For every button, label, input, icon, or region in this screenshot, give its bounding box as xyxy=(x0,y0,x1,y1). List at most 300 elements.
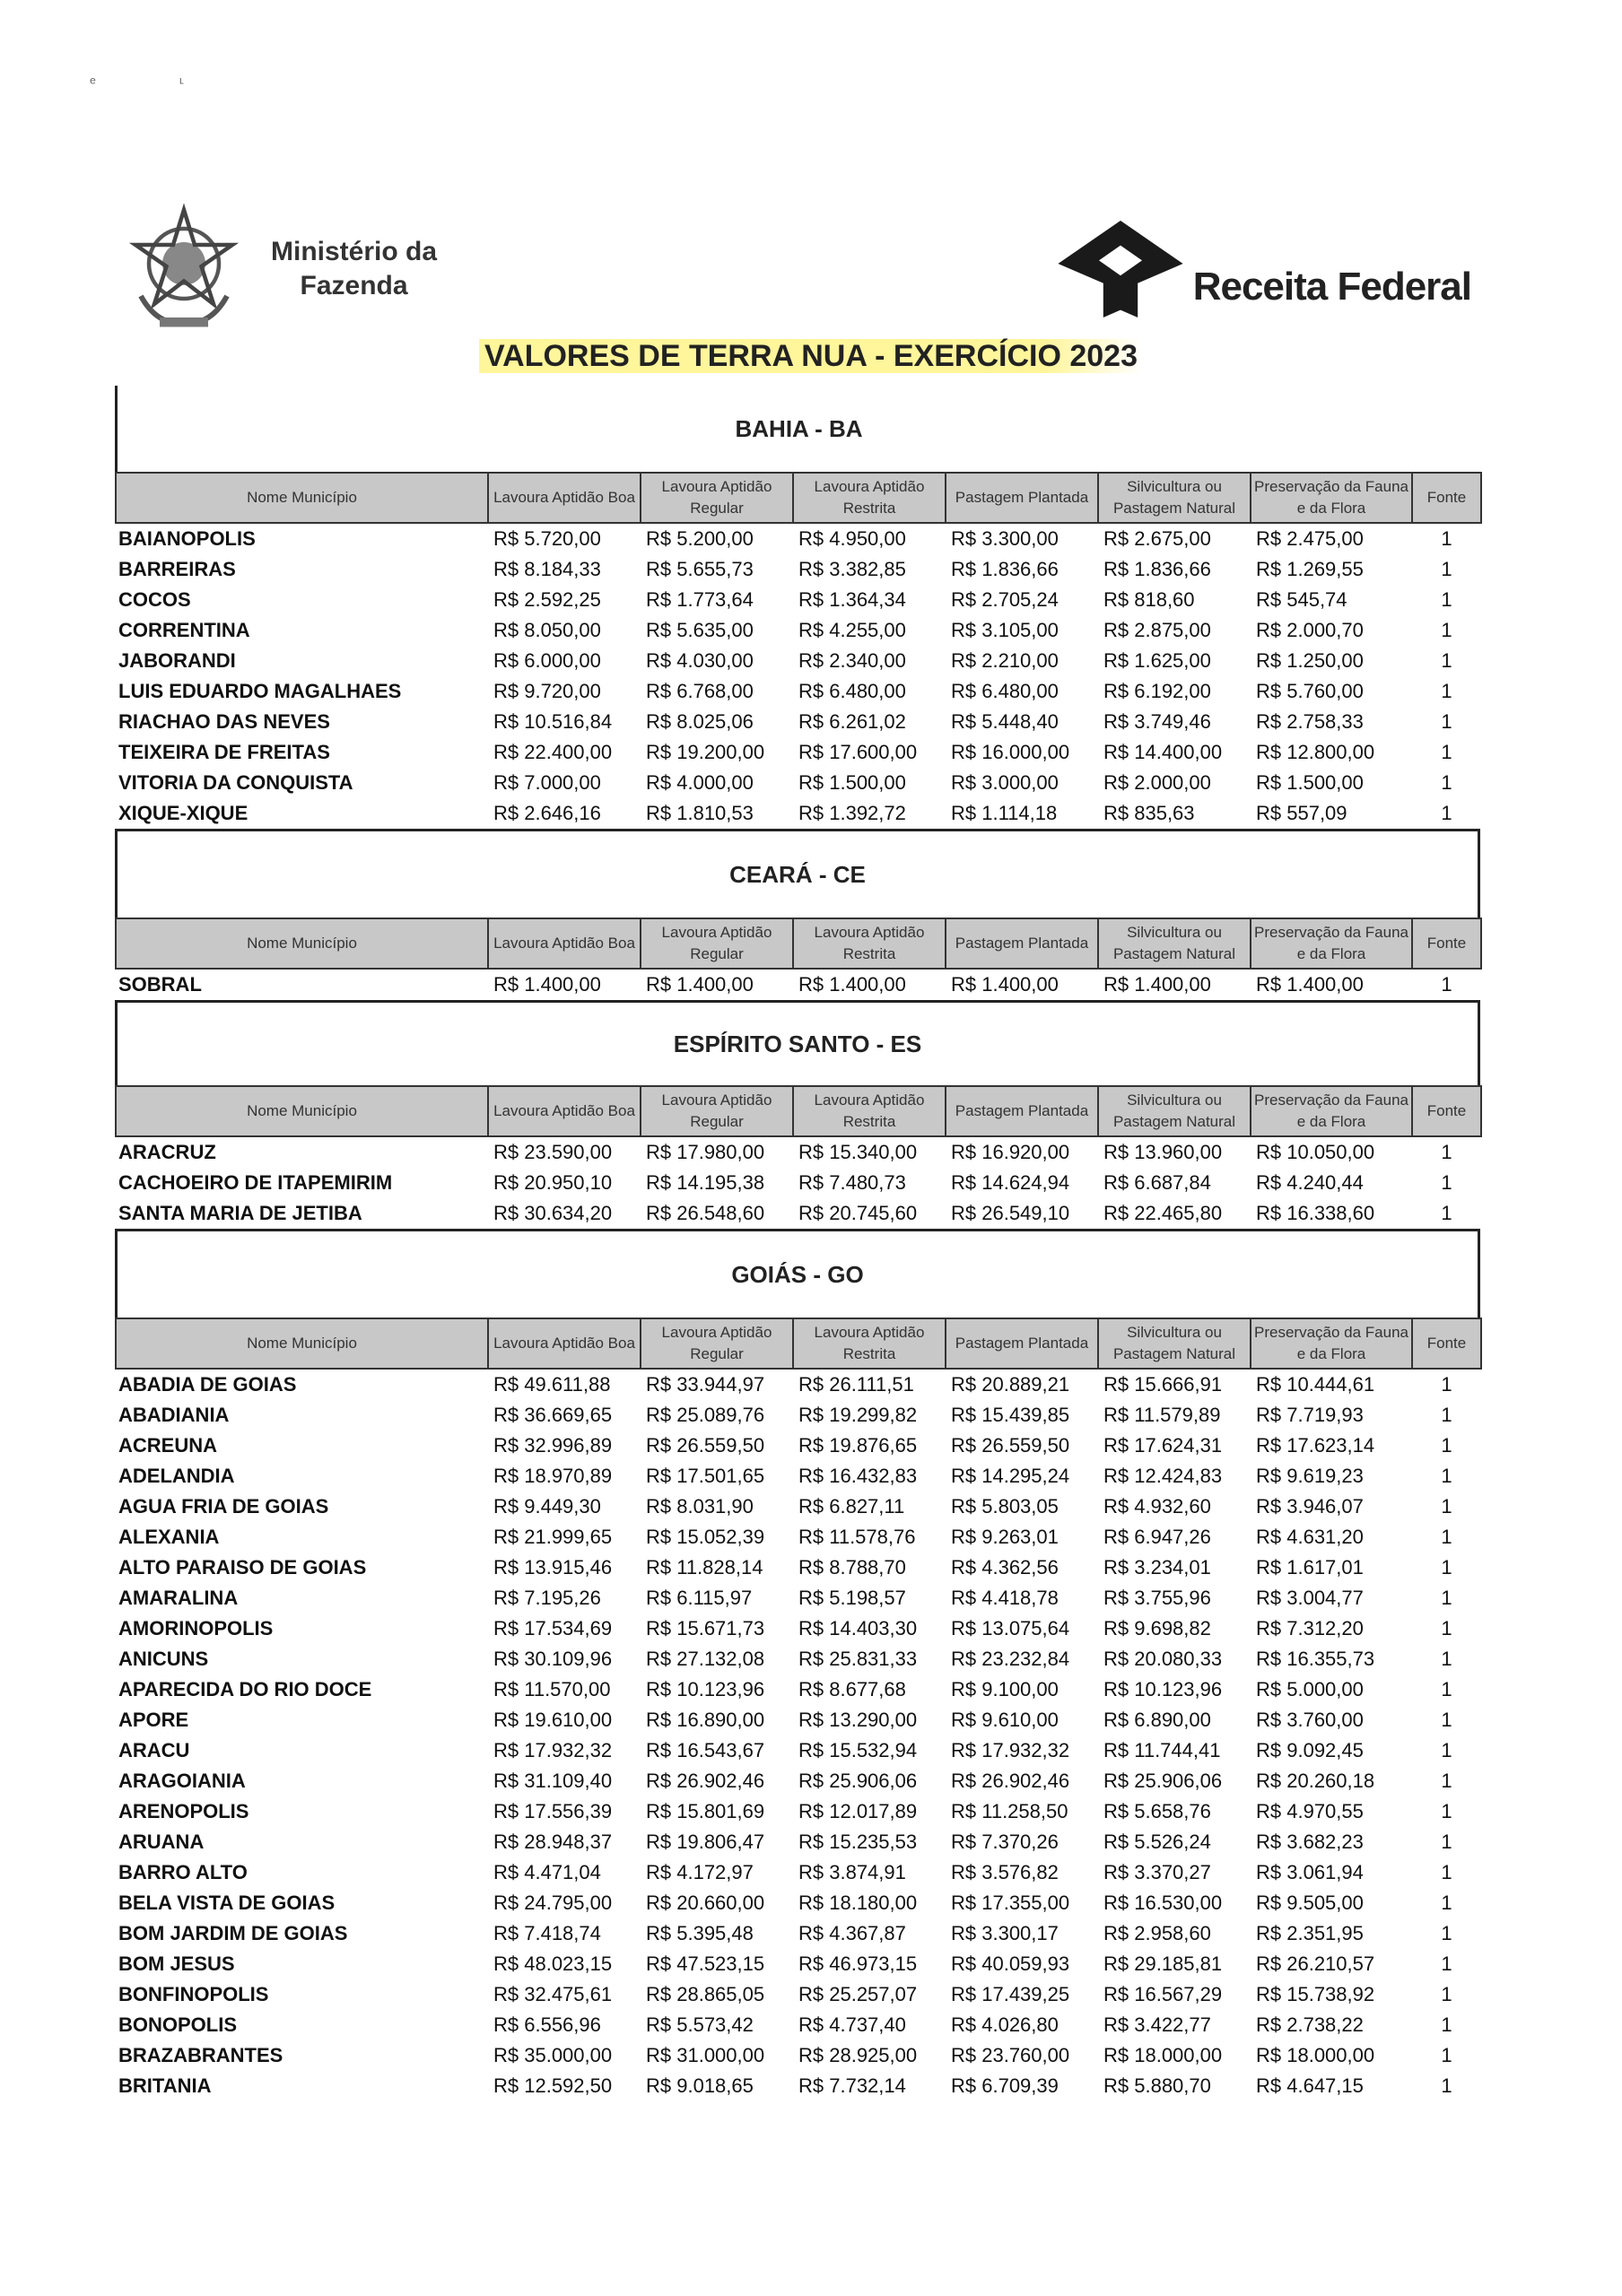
value-cell: R$ 2.875,00 xyxy=(1103,619,1211,641)
value-cell: R$ 2.958,60 xyxy=(1103,1922,1211,1944)
value-cell: R$ 17.501,65 xyxy=(646,1465,765,1487)
value-cell: R$ 1.400,00 xyxy=(1103,973,1211,996)
municipio-cell: CORRENTINA xyxy=(118,619,250,641)
value-cell: R$ 7.195,26 xyxy=(493,1587,601,1609)
value-cell: R$ 4.030,00 xyxy=(646,649,754,672)
municipio-cell: ARACU xyxy=(118,1739,190,1761)
value-cell: R$ 13.915,46 xyxy=(493,1556,613,1578)
ministry-name-line2: Fazenda xyxy=(300,271,408,300)
value-cell: R$ 4.240,44 xyxy=(1256,1171,1364,1194)
value-cell: R$ 2.351,95 xyxy=(1256,1922,1364,1944)
fonte-cell: 1 xyxy=(1441,741,1452,763)
column-header-lav-regular: Lavoura Aptidão Regular xyxy=(641,1318,793,1369)
fonte-cell: 1 xyxy=(1441,649,1452,672)
state-title: GOIÁS - GO xyxy=(115,1229,1480,1318)
fonte-cell: 1 xyxy=(1441,1617,1452,1639)
municipio-cell: AMARALINA xyxy=(118,1587,239,1609)
column-header-municipio: Nome Município xyxy=(116,473,488,523)
value-cell: R$ 835,63 xyxy=(1103,802,1195,824)
value-cell: R$ 25.906,06 xyxy=(1103,1770,1223,1792)
column-header-lav-restrita: Lavoura Aptidão Restrita xyxy=(793,473,946,523)
table-row xyxy=(116,585,1481,615)
column-header-lav-restrita: Lavoura Aptidão Restrita xyxy=(793,918,946,969)
value-cell: R$ 6.261,02 xyxy=(798,710,906,733)
scan-mark: ᶫ xyxy=(179,74,184,91)
value-cell: R$ 10.516,84 xyxy=(493,710,613,733)
value-cell: R$ 2.705,24 xyxy=(951,588,1059,611)
value-cell: R$ 5.198,57 xyxy=(798,1587,906,1609)
state-section xyxy=(115,1000,1480,1229)
fonte-cell: 1 xyxy=(1441,1983,1452,2005)
table-row xyxy=(116,1735,1481,1766)
table-row xyxy=(116,1613,1481,1644)
value-cell: R$ 26.210,57 xyxy=(1256,1952,1375,1975)
value-cell: R$ 9.698,82 xyxy=(1103,1617,1211,1639)
value-cell: R$ 11.258,50 xyxy=(951,1800,1068,1822)
table-row xyxy=(116,1522,1481,1552)
value-cell: R$ 10.444,61 xyxy=(1256,1373,1375,1396)
value-cell: R$ 3.760,00 xyxy=(1256,1709,1364,1731)
table-row xyxy=(116,554,1481,585)
value-cell: R$ 3.300,00 xyxy=(951,527,1059,550)
value-cell: R$ 6.192,00 xyxy=(1103,680,1211,702)
value-cell: R$ 5.760,00 xyxy=(1256,680,1364,702)
value-cell: R$ 4.172,97 xyxy=(646,1861,754,1883)
value-cell: R$ 14.295,24 xyxy=(951,1465,1070,1487)
value-cell: R$ 20.950,10 xyxy=(493,1171,613,1194)
value-cell: R$ 6.556,96 xyxy=(493,2013,601,2036)
value-cell: R$ 7.418,74 xyxy=(493,1922,601,1944)
value-cell: R$ 26.549,10 xyxy=(951,1202,1070,1224)
value-cell: R$ 25.906,06 xyxy=(798,1770,918,1792)
value-cell: R$ 26.902,46 xyxy=(951,1770,1070,1792)
value-cell: R$ 12.800,00 xyxy=(1256,741,1375,763)
table-row xyxy=(116,1400,1481,1431)
fonte-cell: 1 xyxy=(1441,2044,1452,2066)
value-cell: R$ 35.000,00 xyxy=(493,2044,613,2066)
table-row xyxy=(116,1827,1481,1857)
value-cell: R$ 6.890,00 xyxy=(1103,1709,1211,1731)
value-cell: R$ 2.475,00 xyxy=(1256,527,1364,550)
value-cell: R$ 8.025,06 xyxy=(646,710,754,733)
value-cell: R$ 6.687,84 xyxy=(1103,1171,1211,1194)
municipio-cell: BONFINOPOLIS xyxy=(118,1983,269,2005)
value-cell: R$ 20.889,21 xyxy=(951,1373,1070,1396)
value-cell: R$ 4.932,60 xyxy=(1103,1495,1211,1518)
receita-logo-block xyxy=(1053,215,1471,323)
value-cell: R$ 16.543,67 xyxy=(646,1739,765,1761)
value-cell: R$ 27.132,08 xyxy=(646,1648,765,1670)
value-cell: R$ 9.092,45 xyxy=(1256,1739,1364,1761)
value-cell: R$ 16.920,00 xyxy=(951,1141,1070,1163)
value-cell: R$ 1.500,00 xyxy=(1256,771,1364,794)
value-cell: R$ 3.576,82 xyxy=(951,1861,1059,1883)
value-cell: R$ 19.876,65 xyxy=(798,1434,918,1457)
value-cell: R$ 3.755,96 xyxy=(1103,1587,1211,1609)
table-row xyxy=(116,1431,1481,1461)
municipio-cell: ANICUNS xyxy=(118,1648,209,1670)
municipio-cell: BARREIRAS xyxy=(118,558,236,580)
value-cell: R$ 18.180,00 xyxy=(798,1892,918,1914)
value-cell: R$ 8.677,68 xyxy=(798,1678,906,1700)
table-header-row xyxy=(116,1086,1481,1136)
fonte-cell: 1 xyxy=(1441,1892,1452,1914)
value-cell: R$ 46.973,15 xyxy=(798,1952,918,1975)
value-cell: R$ 8.050,00 xyxy=(493,619,601,641)
value-cell: R$ 9.100,00 xyxy=(951,1678,1059,1700)
value-cell: R$ 3.105,00 xyxy=(951,619,1059,641)
value-cell: R$ 18.000,00 xyxy=(1256,2044,1375,2066)
municipio-cell: AGUA FRIA DE GOIAS xyxy=(118,1495,329,1518)
value-cell: R$ 3.234,01 xyxy=(1103,1556,1211,1578)
column-header-pastagem: Pastagem Plantada xyxy=(946,1318,1098,1369)
table-header-row xyxy=(116,473,1481,523)
value-cell: R$ 2.738,22 xyxy=(1256,2013,1364,2036)
table-row xyxy=(116,1796,1481,1827)
table-row xyxy=(116,1888,1481,1918)
value-cell: R$ 6.947,26 xyxy=(1103,1526,1211,1548)
table-row xyxy=(116,1918,1481,1949)
fonte-cell: 1 xyxy=(1441,680,1452,702)
fonte-cell: 1 xyxy=(1441,2013,1452,2036)
fonte-cell: 1 xyxy=(1441,1831,1452,1853)
table-row xyxy=(116,1705,1481,1735)
receita-federal-name: Receita Federal xyxy=(1192,265,1471,309)
municipio-cell: ABADIA DE GOIAS xyxy=(118,1373,297,1396)
value-cell: R$ 48.023,15 xyxy=(493,1952,613,1975)
value-cell: R$ 2.000,00 xyxy=(1103,771,1211,794)
value-cell: R$ 17.932,32 xyxy=(951,1739,1070,1761)
fonte-cell: 1 xyxy=(1441,1709,1452,1731)
municipio-cell: BRITANIA xyxy=(118,2074,212,2097)
table-row xyxy=(116,1136,1481,1168)
fonte-cell: 1 xyxy=(1441,802,1452,824)
fonte-cell: 1 xyxy=(1441,558,1452,580)
value-cell: R$ 16.567,29 xyxy=(1103,1983,1223,2005)
municipio-cell: ARUANA xyxy=(118,1831,205,1853)
value-cell: R$ 5.880,70 xyxy=(1103,2074,1211,2097)
column-header-silvicultura: Silvicultura ou Pastagem Natural xyxy=(1098,473,1251,523)
value-cell: R$ 21.999,65 xyxy=(493,1526,613,1548)
fonte-cell: 1 xyxy=(1441,1556,1452,1578)
value-cell: R$ 40.059,93 xyxy=(951,1952,1070,1975)
value-cell: R$ 24.795,00 xyxy=(493,1892,613,1914)
fonte-cell: 1 xyxy=(1441,2074,1452,2097)
value-cell: R$ 20.260,18 xyxy=(1256,1770,1375,1792)
column-header-lav-regular: Lavoura Aptidão Regular xyxy=(641,1086,793,1136)
table-row xyxy=(116,1949,1481,1979)
value-cell: R$ 9.018,65 xyxy=(646,2074,754,2097)
state-title: ESPÍRITO SANTO - ES xyxy=(115,1000,1480,1085)
fonte-cell: 1 xyxy=(1441,619,1452,641)
table-row xyxy=(116,676,1481,707)
column-header-fonte: Fonte xyxy=(1412,918,1481,969)
value-cell: R$ 2.758,33 xyxy=(1256,710,1364,733)
fonte-cell: 1 xyxy=(1441,1952,1452,1975)
value-cell: R$ 6.480,00 xyxy=(798,680,906,702)
value-cell: R$ 5.655,73 xyxy=(646,558,754,580)
fonte-cell: 1 xyxy=(1441,1861,1452,1883)
municipio-cell: ACREUNA xyxy=(118,1434,217,1457)
value-cell: R$ 4.418,78 xyxy=(951,1587,1059,1609)
column-header-fonte: Fonte xyxy=(1412,473,1481,523)
value-cell: R$ 4.362,56 xyxy=(951,1556,1059,1578)
value-cell: R$ 15.235,53 xyxy=(798,1831,918,1853)
value-cell: R$ 4.367,87 xyxy=(798,1922,906,1944)
ministry-name xyxy=(271,235,437,303)
value-cell: R$ 2.340,00 xyxy=(798,649,906,672)
value-cell: R$ 2.646,16 xyxy=(493,802,601,824)
value-cell: R$ 3.061,94 xyxy=(1256,1861,1364,1883)
value-cell: R$ 2.210,00 xyxy=(951,649,1059,672)
value-cell: R$ 15.052,39 xyxy=(646,1526,765,1548)
value-cell: R$ 1.400,00 xyxy=(798,973,906,996)
column-header-municipio: Nome Município xyxy=(116,1318,488,1369)
value-cell: R$ 9.449,30 xyxy=(493,1495,601,1518)
value-cell: R$ 3.300,17 xyxy=(951,1922,1059,1944)
column-header-pastagem: Pastagem Plantada xyxy=(946,1086,1098,1136)
column-header-lav-boa: Lavoura Aptidão Boa xyxy=(488,918,641,969)
value-cell: R$ 25.831,33 xyxy=(798,1648,918,1670)
municipio-cell: JABORANDI xyxy=(118,649,236,672)
value-cell: R$ 26.559,50 xyxy=(951,1434,1070,1457)
value-cell: R$ 1.392,72 xyxy=(798,802,906,824)
value-cell: R$ 10.123,96 xyxy=(1103,1678,1223,1700)
value-cell: R$ 18.000,00 xyxy=(1103,2044,1223,2066)
value-cell: R$ 5.658,76 xyxy=(1103,1800,1211,1822)
table-row xyxy=(116,2010,1481,2040)
municipio-cell: BRAZABRANTES xyxy=(118,2044,283,2066)
value-cell: R$ 8.788,70 xyxy=(798,1556,906,1578)
table-row xyxy=(116,1168,1481,1198)
ministry-logo-block xyxy=(117,202,437,336)
column-header-lav-regular: Lavoura Aptidão Regular xyxy=(641,473,793,523)
column-header-fonte: Fonte xyxy=(1412,1318,1481,1369)
table-row xyxy=(116,1979,1481,2010)
page-title xyxy=(0,339,1622,374)
value-cell: R$ 1.773,64 xyxy=(646,588,754,611)
value-cell: R$ 557,09 xyxy=(1256,802,1347,824)
value-cell: R$ 1.400,00 xyxy=(1256,973,1364,996)
value-cell: R$ 11.828,14 xyxy=(646,1556,763,1578)
value-cell: R$ 19.200,00 xyxy=(646,741,765,763)
state-section xyxy=(115,386,1480,829)
value-cell: R$ 17.980,00 xyxy=(646,1141,765,1163)
value-cell: R$ 3.946,07 xyxy=(1256,1495,1364,1518)
value-cell: R$ 7.370,26 xyxy=(951,1831,1059,1853)
municipio-cell: ABADIANIA xyxy=(118,1404,230,1426)
value-cell: R$ 1.400,00 xyxy=(951,973,1059,996)
column-header-silvicultura: Silvicultura ou Pastagem Natural xyxy=(1098,918,1251,969)
state-section xyxy=(115,1229,1480,2101)
municipio-cell: BAIANOPOLIS xyxy=(118,527,256,550)
column-header-lav-boa: Lavoura Aptidão Boa xyxy=(488,1086,641,1136)
value-cell: R$ 5.448,40 xyxy=(951,710,1059,733)
column-header-municipio: Nome Município xyxy=(116,1086,488,1136)
municipio-cell: RIACHAO DAS NEVES xyxy=(118,710,330,733)
state-section xyxy=(115,829,1480,1000)
table-row xyxy=(116,1461,1481,1492)
value-cell: R$ 5.526,24 xyxy=(1103,1831,1211,1853)
value-cell: R$ 16.530,00 xyxy=(1103,1892,1223,1914)
value-cell: R$ 28.865,05 xyxy=(646,1983,765,2005)
values-table xyxy=(115,472,1482,829)
value-cell: R$ 1.250,00 xyxy=(1256,649,1364,672)
table-row xyxy=(116,523,1481,554)
receita-federal-logo-icon xyxy=(1053,215,1188,323)
fonte-cell: 1 xyxy=(1441,771,1452,794)
value-cell: R$ 30.634,20 xyxy=(493,1202,613,1224)
value-cell: R$ 818,60 xyxy=(1103,588,1195,611)
column-header-pastagem: Pastagem Plantada xyxy=(946,473,1098,523)
column-header-lav-boa: Lavoura Aptidão Boa xyxy=(488,473,641,523)
value-cell: R$ 15.340,00 xyxy=(798,1141,918,1163)
municipio-cell: ARENOPOLIS xyxy=(118,1800,249,1822)
value-cell: R$ 17.932,32 xyxy=(493,1739,613,1761)
municipio-cell: BARRO ALTO xyxy=(118,1861,248,1883)
state-title: CEARÁ - CE xyxy=(115,829,1480,918)
value-cell: R$ 8.184,33 xyxy=(493,558,601,580)
fonte-cell: 1 xyxy=(1441,1171,1452,1194)
fonte-cell: 1 xyxy=(1441,1404,1452,1426)
value-cell: R$ 545,74 xyxy=(1256,588,1347,611)
table-row xyxy=(116,615,1481,646)
value-cell: R$ 12.017,89 xyxy=(798,1800,918,1822)
value-cell: R$ 5.635,00 xyxy=(646,619,754,641)
value-cell: R$ 30.109,96 xyxy=(493,1648,613,1670)
value-cell: R$ 28.925,00 xyxy=(798,2044,918,2066)
column-header-preservacao: Preservação da Fauna e da Flora xyxy=(1251,1086,1412,1136)
table-row xyxy=(116,737,1481,768)
value-cell: R$ 1.500,00 xyxy=(798,771,906,794)
ministry-name-line1: Ministério da xyxy=(271,237,438,266)
value-cell: R$ 1.810,53 xyxy=(646,802,754,824)
value-cell: R$ 6.827,11 xyxy=(798,1495,905,1518)
value-cell: R$ 7.732,14 xyxy=(798,2074,906,2097)
value-cell: R$ 1.269,55 xyxy=(1256,558,1364,580)
table-row xyxy=(116,1198,1481,1229)
value-cell: R$ 14.195,38 xyxy=(646,1171,765,1194)
fonte-cell: 1 xyxy=(1441,1678,1452,1700)
value-cell: R$ 18.970,89 xyxy=(493,1465,613,1487)
value-cell: R$ 1.400,00 xyxy=(493,973,601,996)
column-header-preservacao: Preservação da Fauna e da Flora xyxy=(1251,1318,1412,1369)
table-row xyxy=(116,1644,1481,1674)
value-cell: R$ 6.000,00 xyxy=(493,649,601,672)
value-cell: R$ 17.534,69 xyxy=(493,1617,613,1639)
municipio-cell: ALEXANIA xyxy=(118,1526,220,1548)
municipio-cell: VITORIA DA CONQUISTA xyxy=(118,771,353,794)
value-cell: R$ 16.890,00 xyxy=(646,1709,765,1731)
municipio-cell: APARECIDA DO RIO DOCE xyxy=(118,1678,372,1700)
column-header-silvicultura: Silvicultura ou Pastagem Natural xyxy=(1098,1086,1251,1136)
value-cell: R$ 3.370,27 xyxy=(1103,1861,1211,1883)
value-cell: R$ 1.364,34 xyxy=(798,588,906,611)
column-header-preservacao: Preservação da Fauna e da Flora xyxy=(1251,473,1412,523)
column-header-preservacao: Preservação da Fauna e da Flora xyxy=(1251,918,1412,969)
value-cell: R$ 17.624,31 xyxy=(1103,1434,1223,1457)
value-cell: R$ 7.719,93 xyxy=(1256,1404,1364,1426)
value-cell: R$ 7.312,20 xyxy=(1256,1617,1364,1639)
fonte-cell: 1 xyxy=(1441,1587,1452,1609)
value-cell: R$ 36.669,65 xyxy=(493,1404,613,1426)
value-cell: R$ 5.573,42 xyxy=(646,2013,754,2036)
fonte-cell: 1 xyxy=(1441,1648,1452,1670)
value-cell: R$ 4.026,80 xyxy=(951,2013,1059,2036)
table-row xyxy=(116,1492,1481,1522)
value-cell: R$ 3.749,46 xyxy=(1103,710,1211,733)
value-cell: R$ 31.109,40 xyxy=(493,1770,613,1792)
value-cell: R$ 11.579,89 xyxy=(1103,1404,1221,1426)
value-cell: R$ 3.004,77 xyxy=(1256,1587,1364,1609)
value-cell: R$ 15.666,91 xyxy=(1103,1373,1223,1396)
value-cell: R$ 19.299,82 xyxy=(798,1404,918,1426)
value-cell: R$ 1.617,01 xyxy=(1256,1556,1364,1578)
municipio-cell: APORE xyxy=(118,1709,189,1731)
fonte-cell: 1 xyxy=(1441,710,1452,733)
value-cell: R$ 3.000,00 xyxy=(951,771,1059,794)
municipio-cell: BONOPOLIS xyxy=(118,2013,238,2036)
value-cell: R$ 17.556,39 xyxy=(493,1800,613,1822)
municipio-cell: CACHOEIRO DE ITAPEMIRIM xyxy=(118,1171,393,1194)
values-table xyxy=(115,918,1482,1000)
value-cell: R$ 12.424,83 xyxy=(1103,1465,1223,1487)
values-table xyxy=(115,1085,1482,1229)
page-title-text: VALORES DE TERRA NUA - EXERCÍCIO 2023 xyxy=(479,339,1143,373)
value-cell: R$ 3.382,85 xyxy=(798,558,906,580)
value-cell: R$ 4.631,20 xyxy=(1256,1526,1364,1548)
value-cell: R$ 8.031,90 xyxy=(646,1495,754,1518)
value-cell: R$ 20.080,33 xyxy=(1103,1648,1223,1670)
value-cell: R$ 19.610,00 xyxy=(493,1709,613,1731)
table-row xyxy=(116,2071,1481,2101)
value-cell: R$ 14.624,94 xyxy=(951,1171,1070,1194)
value-cell: R$ 16.355,73 xyxy=(1256,1648,1375,1670)
municipio-cell: TEIXEIRA DE FREITAS xyxy=(118,741,330,763)
value-cell: R$ 10.050,00 xyxy=(1256,1141,1375,1163)
value-cell: R$ 7.000,00 xyxy=(493,771,601,794)
value-cell: R$ 9.263,01 xyxy=(951,1526,1059,1548)
value-cell: R$ 31.000,00 xyxy=(646,2044,765,2066)
value-cell: R$ 15.738,92 xyxy=(1256,1983,1375,2005)
value-cell: R$ 1.400,00 xyxy=(646,973,754,996)
value-cell: R$ 47.523,15 xyxy=(646,1952,765,1975)
value-cell: R$ 15.532,94 xyxy=(798,1739,918,1761)
municipio-cell: ADELANDIA xyxy=(118,1465,235,1487)
table-header-row xyxy=(116,918,1481,969)
column-header-municipio: Nome Município xyxy=(116,918,488,969)
value-cell: R$ 4.970,55 xyxy=(1256,1800,1364,1822)
value-cell: R$ 3.682,23 xyxy=(1256,1831,1364,1853)
value-cell: R$ 6.768,00 xyxy=(646,680,754,702)
table-row xyxy=(116,1583,1481,1613)
value-cell: R$ 4.471,04 xyxy=(493,1861,601,1883)
municipio-cell: ALTO PARAISO DE GOIAS xyxy=(118,1556,367,1578)
value-cell: R$ 49.611,88 xyxy=(493,1373,611,1396)
value-cell: R$ 25.257,07 xyxy=(798,1983,918,2005)
fonte-cell: 1 xyxy=(1441,1141,1452,1163)
value-cell: R$ 22.400,00 xyxy=(493,741,613,763)
value-cell: R$ 14.400,00 xyxy=(1103,741,1223,763)
values-sheet xyxy=(115,386,1480,2101)
column-header-lav-restrita: Lavoura Aptidão Restrita xyxy=(793,1086,946,1136)
fonte-cell: 1 xyxy=(1441,1526,1452,1548)
values-table xyxy=(115,1318,1482,2101)
value-cell: R$ 4.950,00 xyxy=(798,527,906,550)
document-header xyxy=(117,188,1480,341)
fonte-cell: 1 xyxy=(1441,1202,1452,1224)
value-cell: R$ 1.625,00 xyxy=(1103,649,1211,672)
